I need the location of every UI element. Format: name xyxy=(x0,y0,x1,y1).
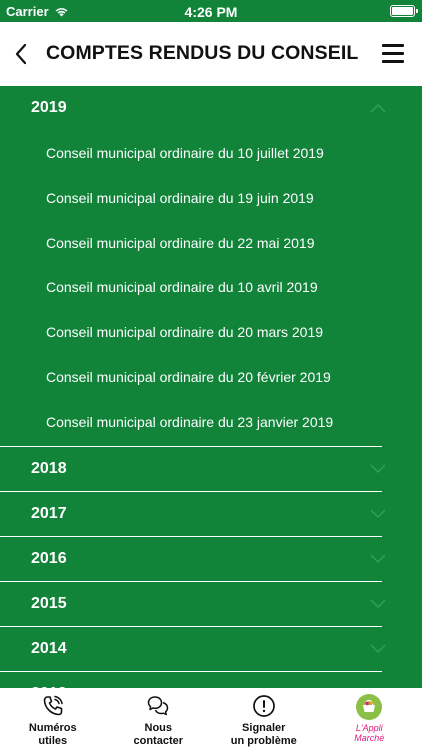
chevron-down-icon xyxy=(370,644,386,654)
page-title: COMPTES RENDUS DU CONSEIL xyxy=(46,42,359,64)
year-header-2017[interactable] xyxy=(0,492,382,537)
year-items-2019 xyxy=(0,131,382,447)
appli-marche-logo xyxy=(356,694,382,720)
clock: 4:26 PM xyxy=(184,4,238,20)
tab-signaler-probleme[interactable] xyxy=(211,688,317,750)
year-label: 2019 xyxy=(31,99,67,116)
chevron-down-icon xyxy=(370,464,386,474)
year-label: 2017 xyxy=(31,504,67,522)
tab-label: Nous contacter xyxy=(133,722,184,747)
chevron-down-icon xyxy=(370,599,386,609)
year-header-2014[interactable] xyxy=(0,627,382,672)
year-label: 2014 xyxy=(31,639,67,657)
list-item[interactable]: Conseil municipal ordinaire du 23 janvier 2019 xyxy=(46,413,334,430)
bottom-tab-bar xyxy=(0,688,422,750)
tab-numeros-utiles[interactable] xyxy=(0,688,106,750)
hamburger-menu-icon[interactable] xyxy=(382,44,404,64)
year-label: 2015 xyxy=(31,594,67,612)
year-label: 2018 xyxy=(31,459,67,477)
accordion-list xyxy=(0,86,422,688)
list-item[interactable]: Conseil municipal ordinaire du 10 juillet 2019 xyxy=(46,145,324,161)
tab-appli-marche[interactable] xyxy=(317,688,422,750)
back-icon[interactable] xyxy=(12,42,32,66)
tab-nous-contacter[interactable] xyxy=(106,688,212,750)
chevron-up-icon xyxy=(370,103,386,113)
year-header-2019[interactable] xyxy=(0,86,382,131)
year-header-2016[interactable] xyxy=(0,537,382,582)
phone-icon xyxy=(41,694,65,718)
year-header-2015[interactable] xyxy=(0,582,382,627)
carrier-label: Carrier xyxy=(6,4,49,19)
status-bar xyxy=(0,0,422,22)
tab-label: Signaler un problème xyxy=(230,722,297,747)
list-item[interactable]: Conseil municipal ordinaire du 19 juin 2019 xyxy=(46,189,314,206)
list-item[interactable]: Conseil municipal ordinaire du 22 mai 2019 xyxy=(46,234,315,251)
chevron-down-icon xyxy=(370,554,386,564)
year-header-2018[interactable] xyxy=(0,447,382,492)
list-item[interactable]: Conseil municipal ordinaire du 10 avril 2019 xyxy=(46,279,318,296)
tab-label: L'Appli Marché xyxy=(354,723,385,743)
chat-icon xyxy=(146,694,170,718)
year-label: 2016 xyxy=(31,549,67,567)
chevron-down-icon xyxy=(370,509,386,519)
tab-label: Numéros utiles xyxy=(28,722,77,747)
list-item[interactable]: Conseil municipal ordinaire du 20 mars 2019 xyxy=(46,324,324,341)
nav-bar xyxy=(0,22,422,86)
list-item[interactable]: Conseil municipal ordinaire du 20 février 2019 xyxy=(46,368,331,385)
battery-icon xyxy=(390,5,415,17)
alert-icon xyxy=(252,694,276,718)
